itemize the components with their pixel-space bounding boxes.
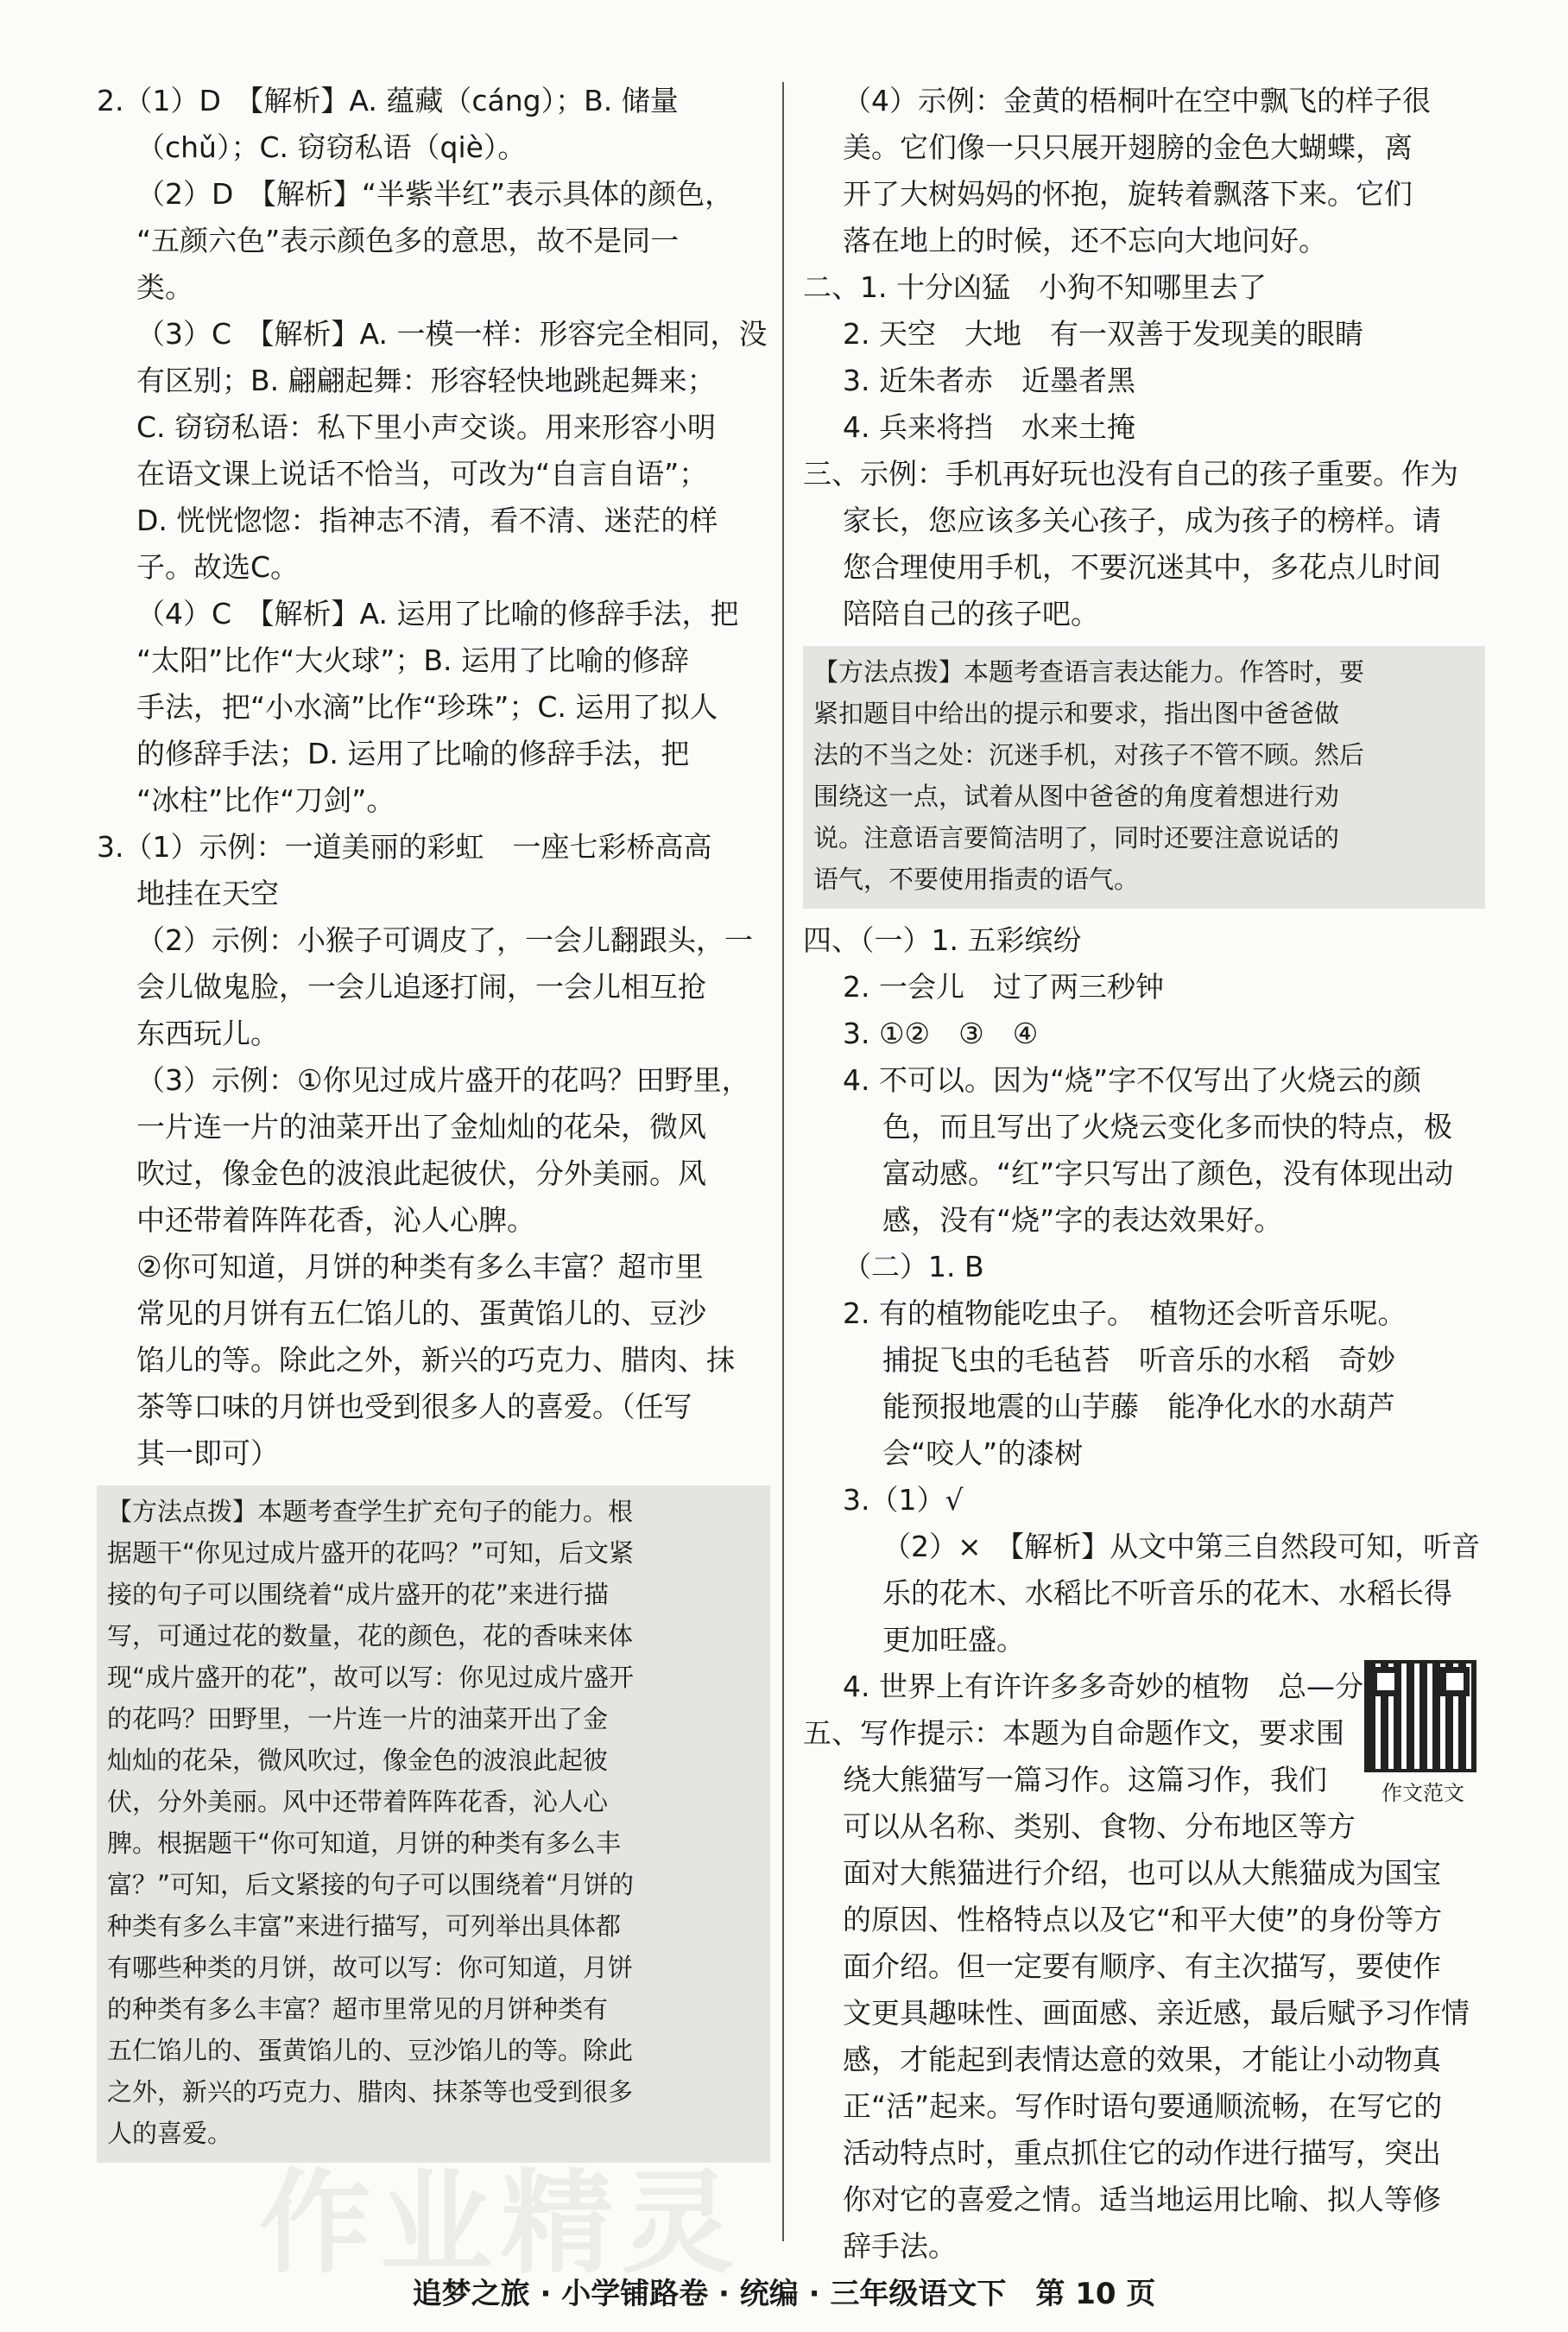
- text-line: （2）D 【解析】“半紫半红”表示具体的颜色，: [136, 177, 734, 211]
- text-line: 会“咬人”的漆树: [882, 1436, 1084, 1470]
- text-line: 的种类有多么丰富？超市里常见的月饼种类有: [107, 1994, 609, 2024]
- text-line: 紧扣题目中给出的提示和要求，指出图中爸爸做: [813, 699, 1340, 728]
- text-line: （chǔ）；C. 窃窃私语（qiè）。: [136, 130, 527, 164]
- left-method-tip-box: [97, 1486, 770, 2163]
- text-line: 更加旺盛。: [882, 1623, 1025, 1657]
- text-line: 三、示例：手机再好玩也没有自己的孩子重要。作为: [803, 457, 1458, 491]
- text-line: 感，才能起到表情达意的效果，才能让小动物真: [843, 2043, 1441, 2076]
- text-line: 灿灿的花朵，微风吹过，像金色的波浪此起彼: [107, 1746, 609, 1775]
- left-answer-lines: [97, 78, 770, 1477]
- text-line: 吹过，像金色的波浪此起彼伏，分外美丽。风: [136, 1156, 706, 1190]
- right-method-tip-box: [803, 646, 1485, 909]
- text-line: “冰柱”比作“刀剑”。: [136, 783, 395, 817]
- text-line: 富动感。“红”字只写出了颜色，没有体现出动: [882, 1156, 1454, 1190]
- text-line: 法的不当之处：沉迷手机，对孩子不管不顾。然后: [813, 740, 1365, 770]
- text-line: 语气，不要使用指责的语气。: [813, 865, 1140, 894]
- text-line: （4）示例：金黄的梧桐叶在空中飘飞的样子很: [843, 84, 1431, 117]
- text-line: 四、（一）1. 五彩缤纷: [803, 923, 1082, 957]
- text-line: 您合理使用手机，不要沉迷其中，多花点儿时间: [843, 550, 1441, 584]
- text-line: 茶等口味的月饼也受到很多人的喜爱。（任写: [136, 1390, 692, 1423]
- text-line: C. 窃窃私语：私下里小声交谈。用来形容小明: [136, 410, 717, 444]
- text-line: （4）C 【解析】A. 运用了比喻的修辞手法，把: [136, 597, 739, 631]
- right-column: [803, 78, 1485, 2270]
- right-answer-lines-top: [803, 78, 1485, 637]
- text-line: 【方法点拨】本题考查语言表达能力。作答时，要: [813, 657, 1365, 687]
- text-line: “太阳”比作“大火球”；B. 运用了比喻的修辞: [136, 643, 690, 677]
- text-line: 面介绍。但一定要有顺序、有主次描写，要使作: [843, 1949, 1441, 1983]
- text-line: 4. 不可以。因为“烧”字不仅写出了火烧云的颜: [843, 1063, 1422, 1097]
- text-line: 2. 天空 大地 有一双善于发现美的眼睛: [843, 317, 1363, 351]
- text-line: 富？”可知，后文紧接的句子可以围绕着“月饼的: [107, 1870, 635, 1899]
- text-line: 能预报地震的山芋藤 能净化水的水葫芦: [882, 1390, 1395, 1423]
- text-line: 正“活”起来。写作时语句要通顺流畅，在写它的: [843, 2089, 1443, 2123]
- text-line: 接的句子可以围绕着“成片盛开的花”来进行描: [107, 1580, 610, 1609]
- text-line: 你对它的喜爱之情。适当地运用比喻、拟人等修: [843, 2183, 1441, 2216]
- text-line: （2）示例：小猴子可调皮了，一会儿翻跟头，一: [136, 923, 753, 957]
- text-line: 2. 一会儿 过了两三秒钟: [843, 970, 1164, 1004]
- text-line: ②你可知道，月饼的种类有多么丰富？超市里: [136, 1250, 704, 1283]
- text-line: 辞手法。: [843, 2229, 957, 2263]
- text-line: 子。故选C。: [136, 550, 300, 584]
- text-line: 陪陪自己的孩子吧。: [843, 597, 1099, 631]
- text-line: 之外，新兴的巧克力、腊肉、抹茶等也受到很多: [107, 2077, 634, 2107]
- text-line: 捕捉飞虫的毛毡苔 听音乐的水稻 奇妙: [882, 1343, 1395, 1377]
- text-line: 馅儿的等。除此之外，新兴的巧克力、腊肉、抹: [136, 1343, 735, 1377]
- text-line: 有区别；B. 翩翩起舞：形容轻快地跳起舞来；: [136, 364, 716, 397]
- text-line: （3）示例：①你见过成片盛开的花吗？田野里，: [136, 1063, 750, 1097]
- text-line: “五颜六色”表示颜色多的意思，故不是同一: [136, 224, 680, 257]
- text-line: 色，而且写出了火烧云变化多而快的特点，极: [882, 1110, 1452, 1144]
- text-line: 绕大熊猫写一篇习作。这篇习作，我们: [843, 1763, 1327, 1797]
- text-line: 3.（1）√: [843, 1483, 964, 1517]
- text-line: 一片连一片的油菜开出了金灿灿的花朵，微风: [136, 1110, 706, 1144]
- text-line: 五、写作提示：本题为自命题作文，要求围: [803, 1716, 1344, 1750]
- text-line: 文更具趣味性、画面感、亲近感，最后赋予习作情: [843, 1996, 1470, 2030]
- text-line: 说。注意语言要简洁明了，同时还要注意说话的: [813, 823, 1340, 852]
- text-line: 家长，您应该多关心孩子，成为孩子的榜样。请: [843, 504, 1441, 537]
- text-line: 中还带着阵阵花香，沁人心脾。: [136, 1203, 535, 1237]
- watermark: 作业精灵: [259, 2158, 743, 2289]
- text-line: 面对大熊猫进行介绍，也可以从大熊猫成为国宝: [843, 1856, 1441, 1890]
- text-line: 在语文课上说话不恰当，可改为“自言自语”；: [136, 457, 708, 491]
- text-line: D. 恍恍惚惚：指神志不清，看不清、迷茫的样: [136, 504, 718, 537]
- text-line: 二、1. 十分凶猛 小狗不知哪里去了: [803, 270, 1267, 304]
- text-line: 2. 有的植物能吃虫子。 植物还会听音乐呢。: [843, 1296, 1407, 1330]
- text-line: 可以从名称、类别、食物、分布地区等方: [843, 1809, 1356, 1843]
- text-line: 手法，把“小水滴”比作“珍珠”；C. 运用了拟人: [136, 690, 718, 724]
- text-line: 的花吗？田野里，一片连一片的油菜开出了金: [107, 1704, 609, 1733]
- text-line: 东西玩儿。: [136, 1017, 279, 1050]
- text-line: 人的喜爱。: [107, 2119, 233, 2148]
- text-line: （2）× 【解析】从文中第三自然段可知，听音: [882, 1530, 1481, 1563]
- text-line: 3. ①② ③ ④: [843, 1017, 1039, 1050]
- text-line: 感，没有“烧”字的表达效果好。: [882, 1203, 1283, 1237]
- text-line: 美。它们像一只只展开翅膀的金色大蝴蝶，离: [843, 130, 1413, 164]
- text-line: 3. 近朱者赤 近墨者黑: [843, 364, 1135, 397]
- text-line: 脾。根据题干“你可知道，月饼的种类有多么丰: [107, 1828, 622, 1858]
- text-line: （二）1. B: [843, 1250, 984, 1283]
- text-line: 的修辞手法；D. 运用了比喻的修辞手法，把: [136, 737, 690, 770]
- qr-label: 作文范文: [1381, 1781, 1464, 1805]
- text-line: 有哪些种类的月饼，故可以写：你可知道，月饼: [107, 1953, 634, 1982]
- column-divider: [782, 82, 784, 2241]
- text-line: 乐的花木、水稻比不听音乐的花木、水稻长得: [882, 1576, 1452, 1610]
- text-line: 会儿做鬼脸，一会儿追逐打闹，一会儿相互抢: [136, 970, 706, 1004]
- text-line: 常见的月饼有五仁馅儿的、蛋黄馅儿的、豆沙: [136, 1296, 706, 1330]
- text-line: 3.（1）示例：一道美丽的彩虹 一座七彩桥高高: [97, 830, 712, 864]
- text-line: 类。: [136, 270, 193, 304]
- text-line: 据题干“你见过成片盛开的花吗？”可知，后文紧: [107, 1538, 635, 1568]
- right-answer-lines-bottom: [803, 917, 1485, 2270]
- text-line: 落在地上的时候，还不忘向大地问好。: [843, 224, 1327, 257]
- text-line: 现“成片盛开的花”，故可以写：你见过成片盛开: [107, 1663, 635, 1692]
- text-line: 五仁馅儿的、蛋黄馅儿的、豆沙馅儿的等。除此: [107, 2036, 634, 2065]
- qr-code-icon[interactable]: [1364, 1660, 1476, 1772]
- text-line: 开了大树妈妈的怀抱，旋转着飘落下来。它们: [843, 177, 1413, 211]
- text-line: 其一即可）: [136, 1436, 279, 1470]
- text-line: 地挂在天空: [136, 877, 279, 910]
- text-line: 活动特点时，重点抓住它的动作进行描写，突出: [843, 2136, 1441, 2170]
- text-line: 4. 兵来将挡 水来土掩: [843, 410, 1135, 444]
- text-line: 围绕这一点，试着从图中爸爸的角度着想进行劝: [813, 782, 1340, 811]
- text-line: （3）C 【解析】A. 一模一样：形容完全相同，没: [136, 317, 768, 351]
- left-column: [97, 78, 770, 2171]
- text-line: 种类有多么丰富”来进行描写，可列举出具体都: [107, 1911, 622, 1941]
- text-line: 【方法点拨】本题考查学生扩充句子的能力。根: [107, 1497, 634, 1526]
- text-line: 伏，分外美丽。风中还带着阵阵花香，沁人心: [107, 1787, 609, 1816]
- text-line: 的原因、性格特点以及它“和平大使”的身份等方: [843, 1903, 1443, 1936]
- page-footer: 追梦之旅 · 小学铺路卷 · 统编 · 三年级语文下 第 10 页: [412, 2277, 1156, 2311]
- text-line: 写，可通过花的数量，花的颜色，花的香味来体: [107, 1621, 634, 1651]
- text-line: 4. 世界上有许许多多奇妙的植物 总—分: [843, 1670, 1363, 1703]
- text-line: 2.（1）D 【解析】A. 蕴藏（cáng）；B. 储量: [97, 84, 679, 117]
